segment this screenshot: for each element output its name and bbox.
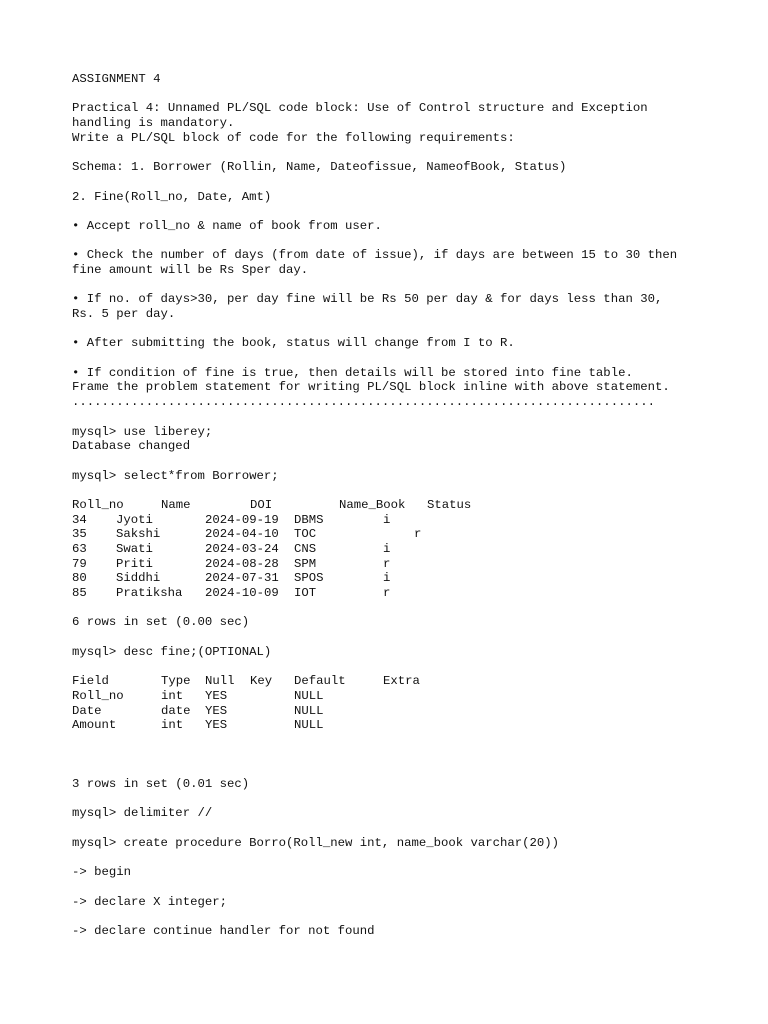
fine-cell-type: int	[161, 718, 184, 733]
borrower-cell-status: i	[383, 512, 391, 527]
delimiter-command: mysql> delimiter //	[72, 806, 213, 821]
borrower-cell-doi: 2024-03-24	[205, 542, 279, 556]
borrower-cell-name: Swati	[116, 542, 153, 556]
fine-header-key: Key	[250, 674, 273, 689]
borrower-table-header	[72, 498, 712, 513]
borrower-cell-name-book: SPOS	[294, 571, 324, 586]
requirement-bullet-3-line-1: • If no. of days>30, per day fine will be Rs 50 per day & for days less than 30,	[72, 292, 663, 307]
borrower-cell-name-book: CNS	[294, 542, 317, 556]
select-borrower-command: mysql> select*from Borrower;	[72, 468, 279, 483]
borrower-cell-roll-no: 34	[72, 512, 87, 527]
requirement-bullet-2-line-1: • Check the number of days (from date of issue), if days are between 15 to 30 then	[72, 248, 678, 263]
fine-cell-field: Roll_no	[72, 688, 124, 703]
fine-desc-header	[72, 674, 712, 689]
borrower-cell-status: r	[383, 586, 391, 601]
dotted-separator: ...............................................................................	[72, 395, 655, 410]
table-row	[72, 527, 712, 542]
create-procedure-command: mysql> create procedure Borro(Roll_new int, name_book varchar(20))	[72, 835, 560, 850]
requirement-bullet-1: • Accept roll_no & name of book from user.	[72, 218, 382, 233]
requirement-bullet-2-line-2: fine amount will be Rs Sper day.	[72, 262, 309, 277]
fine-header-extra: Extra	[383, 674, 420, 689]
table-row	[72, 542, 712, 557]
borrower-cell-name: Pratiksha	[116, 586, 183, 601]
document-page	[72, 72, 712, 939]
borrower-cell-status: i	[383, 542, 391, 556]
borrower-header-doi: DOI	[250, 497, 273, 512]
borrower-cell-name-book: IOT	[294, 586, 317, 601]
borrower-cell-name: Siddhi	[116, 571, 161, 586]
table-row	[72, 586, 712, 601]
fine-cell-type: date	[161, 703, 191, 718]
borrower-cell-doi: 2024-04-10	[205, 527, 279, 542]
fine-header-type: Type	[161, 674, 191, 689]
requirement-bullet-5-line-1: • If condition of fine is true, then details will be stored into fine table.	[72, 365, 633, 380]
declare-variable-line: -> declare X integer;	[72, 894, 227, 909]
borrower-cell-doi: 2024-10-09	[205, 586, 279, 601]
borrower-cell-status: r	[414, 527, 422, 542]
borrower-cell-name-book: SPM	[294, 556, 317, 571]
borrower-cell-doi: 2024-09-19	[205, 512, 279, 527]
fine-desc-table	[72, 674, 712, 733]
borrower-header-status: Status	[427, 497, 472, 512]
problem-statement-line: Frame the problem statement for writing PL/SQL block inline with above statement.	[72, 380, 670, 395]
schema-borrower: Schema: 1. Borrower (Rollin, Name, Dateofissue, NameofBook, Status)	[72, 160, 567, 175]
table-row	[72, 689, 712, 704]
fine-cell-default: NULL	[294, 703, 324, 718]
begin-line: -> begin	[72, 865, 132, 880]
requirements-intro: Write a PL/SQL block of code for the following requirements:	[72, 130, 515, 145]
borrower-cell-roll-no: 85	[72, 586, 87, 601]
table-row	[72, 571, 712, 586]
assignment-title: ASSIGNMENT 4	[72, 72, 161, 86]
rows-in-set-6: 6 rows in set (0.00 sec)	[72, 615, 250, 630]
fine-header-field: Field	[72, 674, 109, 689]
schema-fine: 2. Fine(Roll_no, Date, Amt)	[72, 189, 272, 204]
borrower-cell-name-book: TOC	[294, 527, 317, 542]
borrower-cell-doi: 2024-07-31	[205, 571, 279, 586]
fine-cell-field: Amount	[72, 718, 117, 733]
borrower-cell-roll-no: 35	[72, 527, 87, 542]
requirement-bullet-4: • After submitting the book, status will change from I to R.	[72, 336, 515, 351]
borrower-cell-name: Jyoti	[116, 512, 153, 527]
borrower-cell-status: i	[383, 571, 391, 586]
desc-fine-command: mysql> desc fine;(OPTIONAL)	[72, 644, 272, 659]
fine-cell-null: YES	[205, 703, 228, 718]
practical-text-line-1: Practical 4: Unnamed PL/SQL code block: Use of Control structure and Exception	[72, 101, 648, 116]
borrower-header-name: Name	[161, 497, 191, 512]
borrower-cell-status: r	[383, 556, 391, 571]
practical-text-line-2: handling is mandatory.	[72, 116, 235, 131]
fine-cell-type: int	[161, 688, 184, 703]
requirement-bullet-3-line-2: Rs. 5 per day.	[72, 307, 176, 321]
rows-in-set-3: 3 rows in set (0.01 sec)	[72, 777, 250, 791]
fine-header-default: Default	[294, 674, 346, 689]
borrower-cell-name-book: DBMS	[294, 512, 324, 527]
borrower-cell-roll-no: 79	[72, 556, 87, 571]
borrower-cell-doi: 2024-08-28	[205, 556, 279, 571]
borrower-header-name-book: Name_Book	[339, 497, 406, 512]
fine-cell-null: YES	[205, 718, 228, 733]
table-row	[72, 557, 712, 572]
database-changed-output: Database changed	[72, 439, 191, 454]
borrower-cell-name: Sakshi	[116, 527, 161, 542]
fine-cell-field: Date	[72, 703, 102, 718]
table-row	[72, 718, 712, 733]
borrower-cell-name: Priti	[116, 556, 153, 571]
borrower-cell-roll-no: 80	[72, 571, 87, 586]
table-row	[72, 704, 712, 719]
borrower-table	[72, 498, 712, 601]
fine-cell-default: NULL	[294, 718, 324, 733]
fine-cell-null: YES	[205, 688, 228, 703]
table-row	[72, 513, 712, 528]
borrower-cell-roll-no: 63	[72, 542, 87, 556]
use-database-command: mysql> use liberey;	[72, 424, 213, 439]
fine-header-null: Null	[205, 674, 235, 689]
borrower-header-roll-no: Roll_no	[72, 497, 124, 512]
declare-handler-line: -> declare continue handler for not found	[72, 923, 375, 938]
fine-cell-default: NULL	[294, 688, 324, 703]
